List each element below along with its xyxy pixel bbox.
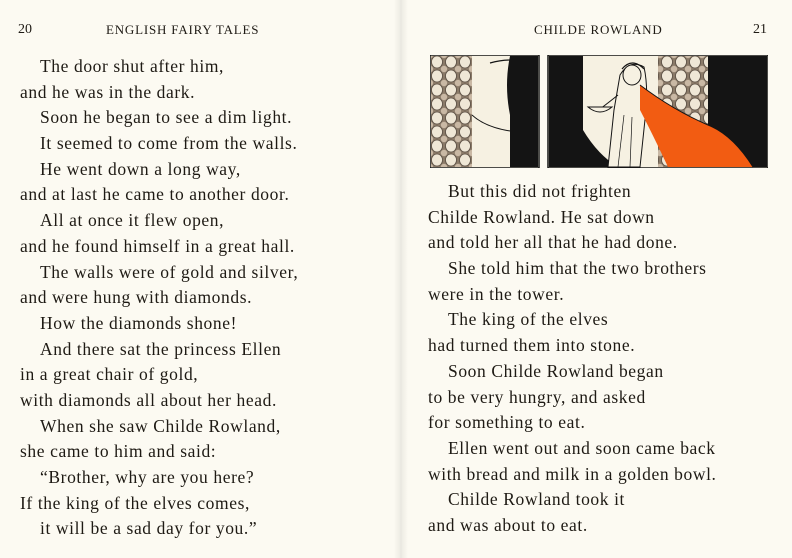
text-line: for something to eat. bbox=[428, 412, 586, 433]
text-line: and at last he came to another door. bbox=[20, 184, 290, 205]
text-line: The king of the elves bbox=[448, 309, 609, 330]
text-line: she came to him and said: bbox=[20, 441, 217, 462]
illustration bbox=[430, 55, 768, 168]
text-line: with diamonds all about her head. bbox=[20, 389, 277, 410]
text-line: Soon he began to see a dim light. bbox=[40, 107, 293, 128]
text-line: Soon Childe Rowland began bbox=[448, 360, 664, 381]
text-line: Ellen went out and soon came back bbox=[448, 437, 716, 458]
text-line: He went down a long way, bbox=[40, 158, 241, 179]
right-panel bbox=[548, 55, 768, 168]
text-line: The walls were of gold and silver, bbox=[40, 261, 299, 282]
text-line: and was about to eat. bbox=[428, 514, 588, 535]
right-page-number: 21 bbox=[753, 22, 767, 37]
text-line: and were hung with diamonds. bbox=[20, 287, 253, 308]
text-line: Childe Rowland. He sat down bbox=[428, 206, 655, 227]
text-line: It seemed to come from the walls. bbox=[40, 133, 298, 154]
text-line: And there sat the princess Ellen bbox=[40, 338, 282, 359]
text-line: If the king of the elves comes, bbox=[20, 492, 250, 513]
text-line: Childe Rowland took it bbox=[448, 489, 626, 510]
text-line: had turned them into stone. bbox=[428, 335, 636, 356]
text-line: and he found himself in a great hall. bbox=[20, 235, 295, 256]
text-line: to be very hungry, and asked bbox=[428, 386, 646, 407]
text-line: with bread and milk in a golden bowl. bbox=[428, 463, 717, 484]
book-gutter bbox=[394, 0, 408, 558]
left-page-number: 20 bbox=[18, 22, 32, 37]
left-body-text bbox=[20, 54, 298, 542]
text-line: were in the tower. bbox=[428, 283, 565, 304]
text-line: it will be a sad day for you.” bbox=[40, 518, 258, 539]
right-body-text bbox=[428, 179, 717, 539]
text-line: She told him that the two brothers bbox=[448, 258, 707, 279]
right-page bbox=[400, 0, 792, 558]
text-line: “Brother, why are you here? bbox=[40, 467, 255, 487]
left-running-head: ENGLISH FAIRY TALES bbox=[106, 22, 260, 37]
text-line: How the diamonds shone! bbox=[40, 312, 238, 333]
right-running-head: CHILDE ROWLAND bbox=[534, 22, 663, 37]
text-line: All at once it flew open, bbox=[40, 210, 225, 231]
text-line: and he was in the dark. bbox=[20, 81, 196, 102]
text-line: When she saw Childe Rowland, bbox=[40, 415, 281, 436]
text-line: and told her all that he had done. bbox=[428, 232, 678, 253]
text-line: in a great chair of gold, bbox=[20, 364, 199, 385]
left-panel bbox=[430, 55, 539, 168]
text-line: The door shut after him, bbox=[40, 56, 225, 76]
text-line: But this did not frighten bbox=[448, 181, 632, 201]
